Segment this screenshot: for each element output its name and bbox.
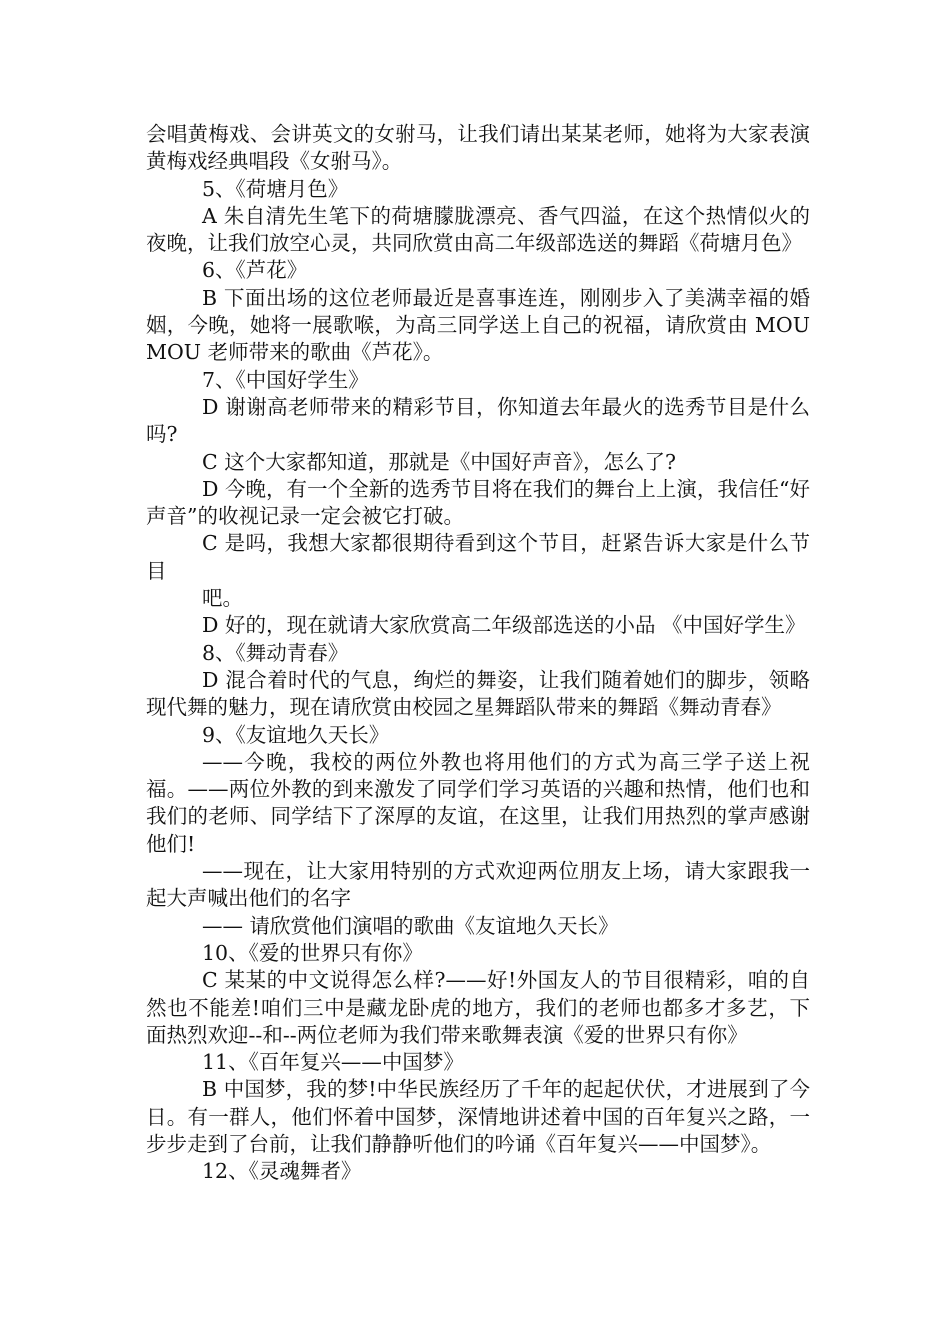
section-heading-11: 11、《百年复兴——中国梦》 (202, 1050, 464, 1075)
paragraph-11: 吧。 (202, 586, 243, 611)
paragraph-5: B 下面出场的这位老师最近是喜事连连，刚刚步入了美满幸福的婚姻，今晚，她将一展歌喉，为高三同学送上自己的祝福，请欣赏由 MOUMOU 老师带来的歌曲《芦花》。 (146, 285, 810, 365)
section-heading-10: 10、《爱的世界只有你》 (202, 940, 423, 965)
section-heading-8: 8、《舞动青春》 (202, 640, 349, 665)
paragraph-3: A 朱自清先生笔下的荷塘朦胧漂亮、香气四溢，在这个热情似火的夜晚，让我们放空心灵，共同欣赏由高二年级部选送的舞蹈《荷塘月色》 (146, 203, 810, 256)
section-heading-7: 7、《中国好学生》 (202, 367, 369, 392)
section-heading-6: 6、《芦花》 (202, 258, 308, 283)
paragraph-12: D 好的，现在就请大家欣赏高二年级部选送的小品 《中国好学生》 (202, 613, 806, 638)
paragraph-8: C 这个大家都知道，那就是《中国好声音》，怎么了? (202, 449, 676, 474)
paragraph-10: C 是吗，我想大家都很期待看到这个节目，赶紧告诉大家是什么节目 (146, 531, 810, 583)
section-heading-9: 9、《友谊地久天长》 (202, 722, 390, 747)
paragraph-18: —— 请欣赏他们演唱的歌曲《友谊地久天长》 (202, 913, 619, 938)
paragraph-16: ——今晚，我校的两位外教也将用他们的方式为高三学子送上祝福。——两位外教的到来激发了同学们学习英语的兴趣和热情，他们也和我们的老师、同学结下了深厚的友谊，在这里，让我们用热烈的掌声感谢他们! (146, 749, 810, 856)
paragraph-20: C 某某的中文说得怎么样?——好!外国友人的节目很精彩，咱的自然也不能差!咱们三中是藏龙卧虎的地方，我们的老师也都多才多艺，下面热烈欢迎--和--两位老师为我们带来歌舞表演《爱的世界只有你》 (146, 968, 810, 1047)
paragraph-14: D 混合着时代的气息，绚烂的舞姿，让我们随着她们的脚步，领略现代舞的魅力，现在请欣赏由校园之星舞蹈队带来的舞蹈《舞动青春》 (146, 667, 810, 720)
paragraph-22: B 中国梦，我的梦!中华民族经历了千年的起起伏伏，才进展到了今日。有一群人，他们怀着中国梦，深情地讲述着中国的百年复兴之路，一步步走到了台前，让我们静静听他们的吟诵《百年复兴——中国梦》。 (146, 1077, 810, 1156)
section-heading-12: 12、《灵魂舞者》 (202, 1159, 362, 1184)
paragraph-17: ——现在，让大家用特别的方式欢迎两位朋友上场，请大家跟我一起大声喊出他们的名字 (146, 859, 810, 911)
paragraph-1: 会唱黄梅戏、会讲英文的女驸马，让我们请出某某老师，她将为大家表演黄梅戏经典唱段《女驸马》。 (146, 122, 810, 174)
paragraph-7: D 谢谢高老师带来的精彩节目，你知道去年最火的选秀节目是什么吗? (146, 394, 810, 447)
section-heading-5: 5、《荷塘月色》 (202, 176, 349, 201)
paragraph-9: D 今晚，有一个全新的选秀节目将在我们的舞台上上演，我信任“好声音”的收视记录一定会被它打破。 (146, 476, 810, 529)
